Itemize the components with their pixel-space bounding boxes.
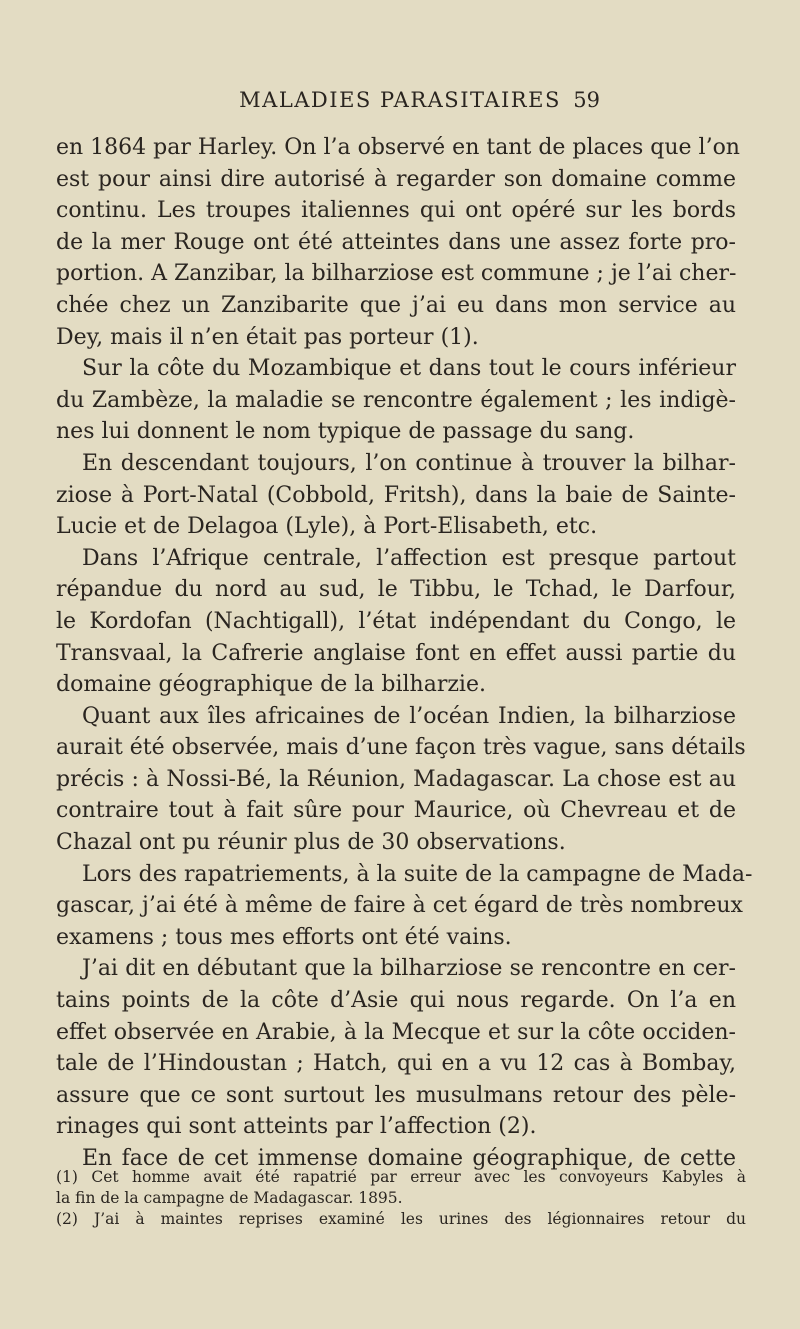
text-line: continu. Les troupes italiennes qui ont opéré sur les bords [56,198,736,224]
running-title: MALADIES PARASITAIRES [239,88,561,112]
text-line: tale de l’Hindoustan ; Hatch, qui en a vu 12 cas à Bombay, [56,1051,736,1077]
body-text [56,132,753,1175]
text-line: J’ai dit en débutant que la bilharziose se rencontre en cer- [82,956,736,982]
text-line: Sur la côte du Mozambique et dans tout le cours inférieur [82,356,736,382]
text-line: effet observée en Arabie, à la Mecque et sur la côte occiden- [56,1019,736,1045]
text-line: Quant aux îles africaines de l’océan Indien, la bilharziose [82,703,736,729]
page-header [0,88,800,122]
footnote-line: la fin de la campagne de Madagascar. 1895. [56,1189,403,1207]
page-number: 59 [573,88,600,112]
text-line: Dans l’Afrique centrale, l’affection est presque partout [82,545,736,571]
text-line: portion. A Zanzibar, la bilharziose est commune ; je l’ai cher- [56,261,737,287]
text-line: Dey, mais il n’en était pas porteur (1). [56,324,479,350]
footnotes [56,1167,746,1230]
text-line: est pour ainsi dire autorisé à regarder son domaine comme [56,166,736,192]
text-line: examens ; tous mes efforts ont été vains. [56,924,512,950]
text-line: Lors des rapatriements, à la suite de la campagne de Mada- [82,861,753,887]
text-line: gascar, j’ai été à même de faire à cet égard de très nombreux [56,893,743,919]
text-line: de la mer Rouge ont été atteintes dans une assez forte pro- [56,229,736,255]
text-line: le Kordofan (Nachtigall), l’état indépendant du Congo, le [56,608,736,634]
text-line: du Zambèze, la maladie se rencontre également ; les indigè- [56,387,736,413]
text-line: rinages qui sont atteints par l’affection (2). [56,1114,537,1140]
text-line: en 1864 par Harley. On l’a observé en tant de places que l’on [56,135,740,160]
text-line: Lucie et de Delagoa (Lyle), à Port-Elisabeth, etc. [56,514,598,540]
text-line: ziose à Port-Natal (Cobbold, Fritsh), dans la baie de Sainte- [56,482,736,508]
text-line: Transvaal, la Cafrerie anglaise font en effet aussi partie du [56,640,736,666]
text-line: chée chez un Zanzibarite que j’ai eu dans mon service au [56,292,736,318]
text-line: précis : à Nossi-Bé, la Réunion, Madagascar. La chose est au [56,766,736,792]
footnote-line: (2) J’ai à maintes reprises examiné les urines des légionnaires retour du [56,1210,746,1228]
text-line: contraire tout à fait sûre pour Maurice, où Chevreau et de [56,798,736,824]
text-line: aurait été observée, mais d’une façon très vague, sans détails [56,735,746,761]
text-line: nes lui donnent le nom typique de passage du sang. [56,419,635,445]
text-line: assure que ce sont surtout les musulmans retour des pèle- [56,1082,736,1108]
text-line: En face de cet immense domaine géographique, de cette [82,1146,736,1171]
text-line: tains points de la côte d’Asie qui nous regarde. On l’a en [56,988,736,1014]
text-line: En descendant toujours, l’on continue à trouver la bilhar- [82,450,736,476]
text-line: Chazal ont pu réunir plus de 30 observations. [56,830,566,856]
footnote-line: (1) Cet homme avait été rapatrié par erreur avec les convoyeurs Kabyles à [56,1168,746,1186]
text-line: répandue du nord au sud, le Tibbu, le Tchad, le Darfour, [56,577,736,603]
text-line: domaine géographique de la bilharzie. [56,672,486,698]
